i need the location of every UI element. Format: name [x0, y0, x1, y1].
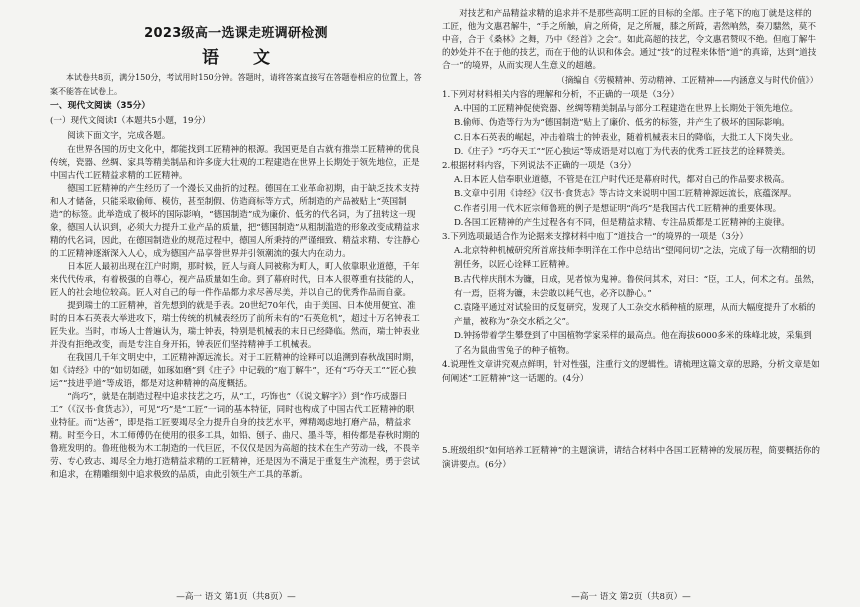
reading-prompt: 阅读下面文字，完成各题。 — [67, 131, 171, 141]
answer-option: B.偷师、伪造等行为为“德国制造”贴上了廉价、低劣的标签，并产生了极坏的国际影响。 — [454, 118, 790, 129]
answer-option: D.钟扬带着学生攀登到了中国植物学家采样的最高点。他在海拔6000多米的珠峰北坡，采集到了名为鼠曲雪兔子的种子植物。 — [454, 331, 812, 356]
answer-space — [442, 386, 820, 444]
article-paragraph: “尚巧”，就是在制造过程中追求技艺之巧，从“工，巧饰也”（《说文解字》）到“作巧成器曰工”（《汉书·食货志》），可见“巧”是“工匠”一词的基本特征，同时也构成了中国古代工匠精神的职业特征。而“达善”，即是指工匠要竭尽全力提升自身的技艺水平，殚精竭虑地打磨产品，精益求精。时至今日，木工师傅仍在使用的很多工具，如铅、刨子、曲尺、墨斗等，相传都是春秋时期的鲁班发明的。鲁班他极为木工制造的一代巨匠，不仅仅是因为高超的技术在生产劳动一线，不畏辛劳、专心致志、竭尽全力地打造精益求精的工匠精神，还是因为不满足于重复生产流程，勇于尝试和追求，在精雕细刻中追求极致的品质，由此引领生产工具的革新。 — [50, 392, 420, 480]
section-heading: 一、现代文阅读（35分） — [50, 101, 151, 111]
question-stem: 3.下列选项最适合作为论据来支撑材料中庖丁“道技合一”的境界的一项是（3分） — [442, 232, 749, 243]
article-paragraph: 日本匠人最初出现在江户时期，那时候，匠人与商人同被称为町人，町人依靠职业道德，千年来代代传承，有着极强的自尊心，视产品质量如生命。到了幕府时代，日本人很尊重有技能的人，匠人的社会地位较高。匠人对自己的每一件作品都力求尽善尽美，并以自己的优秀作品而自豪。 — [50, 262, 420, 298]
article-paragraph: 提到瑞士的工匠精神，首先想到的就是手表。20世纪70年代，由于美国、日本使用便宜、准时的日本石英表大举进攻下，瑞士传统的机械表经历了前所未有的“石英危机”，超过十万名钟表工匠失业。当时，市场人士普遍认为，瑞士钟表，特别是机械表的末日已经降临。然而，瑞士钟表业并没有拒绝改变，而是专注自身开拓，钟表匠们坚持精神手工机械表。 — [50, 301, 420, 350]
answer-option: B.古代梓庆削木为镰，日成，见者惊为鬼神。鲁侯问其术，对曰：“臣，工人，何术之有。虽然，有一焉，臣将为镰，未尝敢以耗气也，必齐以静心。” — [454, 274, 820, 299]
answer-option: D.《庄子》“巧夺天工”“匠心独运”等成语是对以庖丁为代表的优秀工匠技艺的诠释赞美。 — [454, 146, 791, 157]
answer-option: A.北京特种机械研究所首席技师李明洋在工作中总结出“望闻问切”之法，完成了每一次精细的切割任务，以匠心诠释工匠精神。 — [454, 246, 816, 271]
answer-option: C.袁隆平通过对试验田的反复研究，发现了人工杂交水稻种植的原理，从而大幅度提升了水稻的产量，被称为“杂交水稻之父”。 — [454, 303, 816, 328]
page-footer: —高一 语文 第1页（共8页）— — [176, 592, 296, 602]
answer-option: A.中国的工匠精神促使瓷器、丝绸等精美制品与部分工程建造在世界上长期处于领先地位。 — [454, 104, 799, 115]
exam-title: 2023级高一选课走班调研检测 — [144, 26, 328, 41]
answer-option: C.日本石英表的崛起，冲击着瑞士的钟表业，随着机械表末日的降临，大批工人下岗失业。 — [454, 132, 799, 143]
answer-option: C.作者引用一代木匠宗师鲁班的例子是想证明“尚巧”是我国古代工匠精神的重要体现。 — [454, 203, 782, 214]
right-column — [442, 0, 820, 607]
left-column — [50, 0, 422, 607]
instructions: 本试卷共8页，满分150分，考试用时150分钟。答题时，请将答案直接写在答题卷相应的位置上，答案不能答在试卷上。 — [50, 73, 422, 96]
article-paragraph: 德国工匠精神的产生经历了一个漫长又曲折的过程。德国在工业革命初期，由于缺乏技术支持和人才储备，只能采取偷师、模仿，甚至制假、仿造商标等方式，所制造的产品被贴上“英国制造”的标签。此举造成了极坏的国际影响，“德国制造”成为廉价、低劣的代名词，为了扭转这一现象，德国人认识到，必须大力提升工业产品的质量，把“德国制造”从粗制滥造的形象改变成精益求精的代名词，因此，在德国制造业的规范过程中，德国人所秉持的严谨细致、精益求精、专注静心的工匠精神逐渐深入人心，成为德国产品享誉世界并引领潮流的强大内在动力。 — [50, 184, 420, 259]
article-paragraph: 在我国几千年文明史中，工匠精神源远流长。对于工匠精神的诠释可以追溯到春秋战国时期，如《诗经》中的“如切如磋，如琢如磨”到《庄子》中记载的“庖丁解牛”，还有“巧夺天工”“匠心独运”“技进乎道”等成语，都是对这种精神的高度概括。 — [50, 353, 420, 389]
answer-option: D.各国工匠精神的产生过程各有不同，但是精益求精、专注品质都是工匠精神的主旋律。 — [454, 217, 790, 228]
article-paragraph: 在世界各国的历史文化中，都能找到工匠精神的根源。我国更是自古就有推崇工匠精神的优良传统，瓷器、丝绸、家具等精美制品和许多庞大壮观的工程建造在世界上长期处于领先地位，正是中国古代工匠精益求精的工匠精神。 — [50, 145, 420, 181]
article-paragraph: 对技艺和产品精益求精的追求并不是那些高明工匠的目标的全部。庄子笔下的庖丁就是这样的工匠，他为文惠君解牛，“手之所触，肩之所倚，足之所履，膝之所踦，砉然响然，奏刀騞然，莫不中音，合于《桑林》之舞，乃中《经首》之会”。如此高超的技艺，令文惠君赞叹不绝。但庖丁解牛的妙处并不在于他的技艺，而在于他的认识和体会。通过“技”的过程来体悟“道”的真谛，达到“道技合一”的境界，从而实现人生意义的超越。 — [442, 9, 817, 71]
question-stem: 2.根据材料内容，下列说法不正确的一项是（3分） — [442, 161, 637, 172]
question-stem: 4.说理性文章讲究观点鲜明，针对性强，注重行文的逻辑性。请梳理这篇文章的思路，分析文章是如何阐述“工匠精神”这一话题的。(4分） — [442, 359, 820, 385]
answer-option: A.日本匠人信奉职业道德，不管是在江户时代还是幕府时代，都对自己的作品要求极高。 — [454, 175, 790, 186]
article-source: （摘编自《劳模精神、劳动精神、工匠精神——内涵意义与时代价值》） — [556, 75, 818, 85]
answer-option: B.文章中引用《诗经》《汉书·食货志》等古诗文来说明中国工匠精神源远流长，底蕴深厚。 — [454, 189, 797, 200]
subsection-heading: (一）现代文阅读Ⅰ（本题共5小题，19分） — [50, 116, 211, 126]
question-stem: 5.班级组织“如何培养工匠精神”的主题演讲，请结合材料中各国工匠精神的发展历程，简要概括你的演讲要点。(6分） — [442, 446, 820, 471]
subject-title: 语 文 — [202, 48, 284, 68]
question-stem: 1.下列对材料相关内容的理解和分析，不正确的一项是（3分） — [442, 90, 680, 100]
page-footer: —高一 语文 第2页（共8页）— — [571, 592, 691, 602]
